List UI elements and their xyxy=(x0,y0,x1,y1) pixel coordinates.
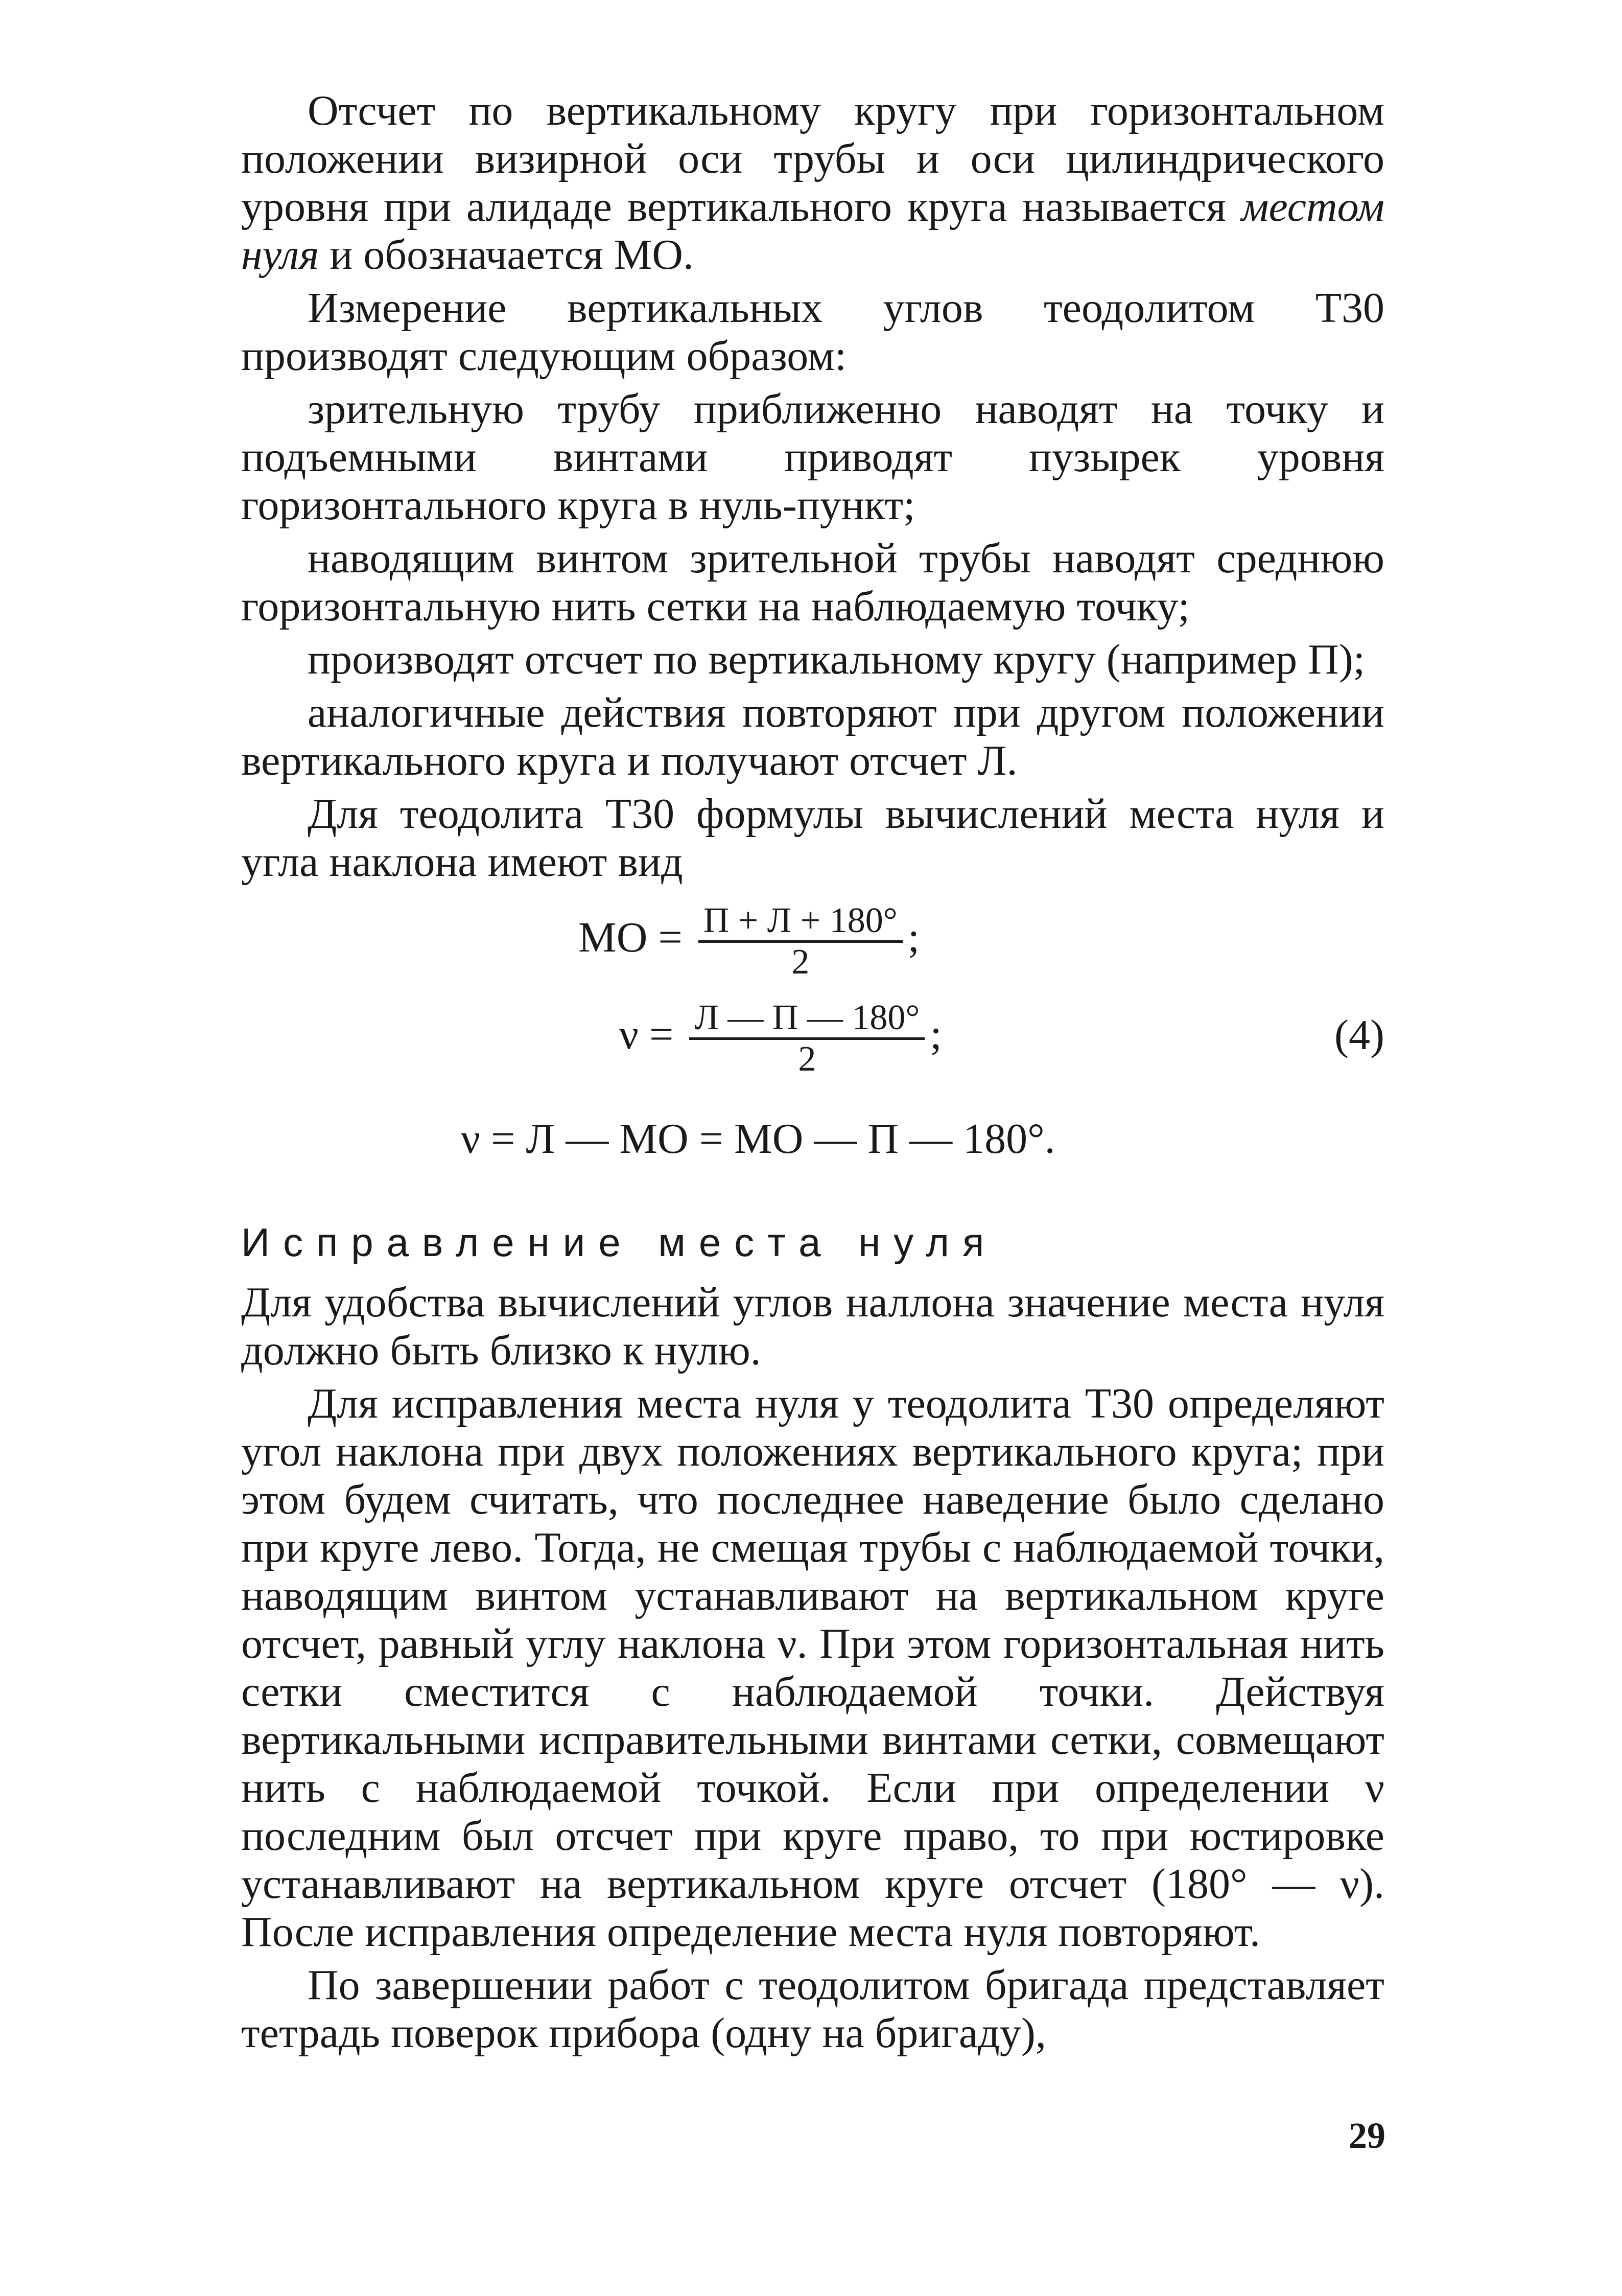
paragraph: аналогичные действия повторяют при другом положении вертикального круга и получают отсчет Л. xyxy=(241,689,1384,784)
fraction-numerator: Л — П — 180° xyxy=(689,999,925,1040)
text-span: Отсчет по вертикальному кругу при горизонтальном положении визирной оси трубы и оси цилиндрического уровня при алидаде вертикального круга называется xyxy=(241,87,1384,230)
page-body xyxy=(241,87,1384,2057)
text-span: и обозначается МО. xyxy=(319,231,694,279)
italic-term: местом нуля xyxy=(241,183,1384,279)
paragraph: зрительную трубу приближенно наводят на точку и подъемными винтами приводят пузырек уровня горизонтального круга в нуль-пункт; xyxy=(241,385,1384,529)
formula-end: ; xyxy=(930,1010,942,1058)
formula-lhs: ν = xyxy=(619,1010,674,1058)
fraction xyxy=(698,901,903,982)
paragraph: Для исправления места нуля у теодолита Т30 определяют угол наклона при двух положениях вертикального круга; при этом будем считать, что последнее наведение было сделано при круге лево. Тогда, не смещая трубы с наблюдаемой точки, наводящим винтом устанавливают на вертикальном круге отсчет, равный углу наклона ν. При этом горизонтальная нить сетки сместится с наблюдаемой точки. Действуя вертикальными исправительными винтами сетки, совмещают нить с наблюдаемой точкой. Если при определении ν последним был отсчет при круге право, то при юстировке устанавливают на вертикальном круге отсчет (180° — ν). После исправления определение места нуля повторяют. xyxy=(241,1380,1384,1956)
fraction-numerator: П + Л + 180° xyxy=(698,901,903,943)
paragraph: Для удобства вычислений углов наллона значение места нуля должно быть близко к нулю. xyxy=(241,1279,1384,1374)
formula-nu xyxy=(619,999,942,1079)
paragraph: По завершении работ с теодолитом бригада представляет тетрадь поверок прибора (одну на бригаду), xyxy=(241,1961,1384,2057)
formula-block xyxy=(241,901,1384,1208)
formula-nu-full: ν = Л — МО = МО — П — 180°. xyxy=(461,1115,1055,1163)
section-heading: Исправление места нуля xyxy=(241,1220,998,1265)
fraction-denominator: 2 xyxy=(791,942,810,982)
fraction-denominator: 2 xyxy=(798,1039,816,1079)
paragraph: Для теодолита Т30 формулы вычислений места нуля и угла наклона имеют вид xyxy=(241,790,1384,886)
paragraph: Измерение вертикальных углов теодолитом Т30 производят следующим образом: xyxy=(241,284,1384,380)
formula-lhs: МО = xyxy=(578,913,683,961)
paragraph-zero-place-definition xyxy=(241,87,1384,279)
equation-number: (4) xyxy=(1334,1011,1384,1059)
paragraph: производят отсчет по вертикальному кругу (например П); xyxy=(308,636,1366,683)
formula-mo xyxy=(578,901,920,982)
paragraph: наводящим винтом зрительной трубы наводят среднюю горизонтальную нить сетки на наблюдаемую точку; xyxy=(241,535,1384,630)
formula-end: ; xyxy=(907,913,920,961)
fraction xyxy=(689,999,925,1079)
page-number: 29 xyxy=(1349,2115,1385,2156)
